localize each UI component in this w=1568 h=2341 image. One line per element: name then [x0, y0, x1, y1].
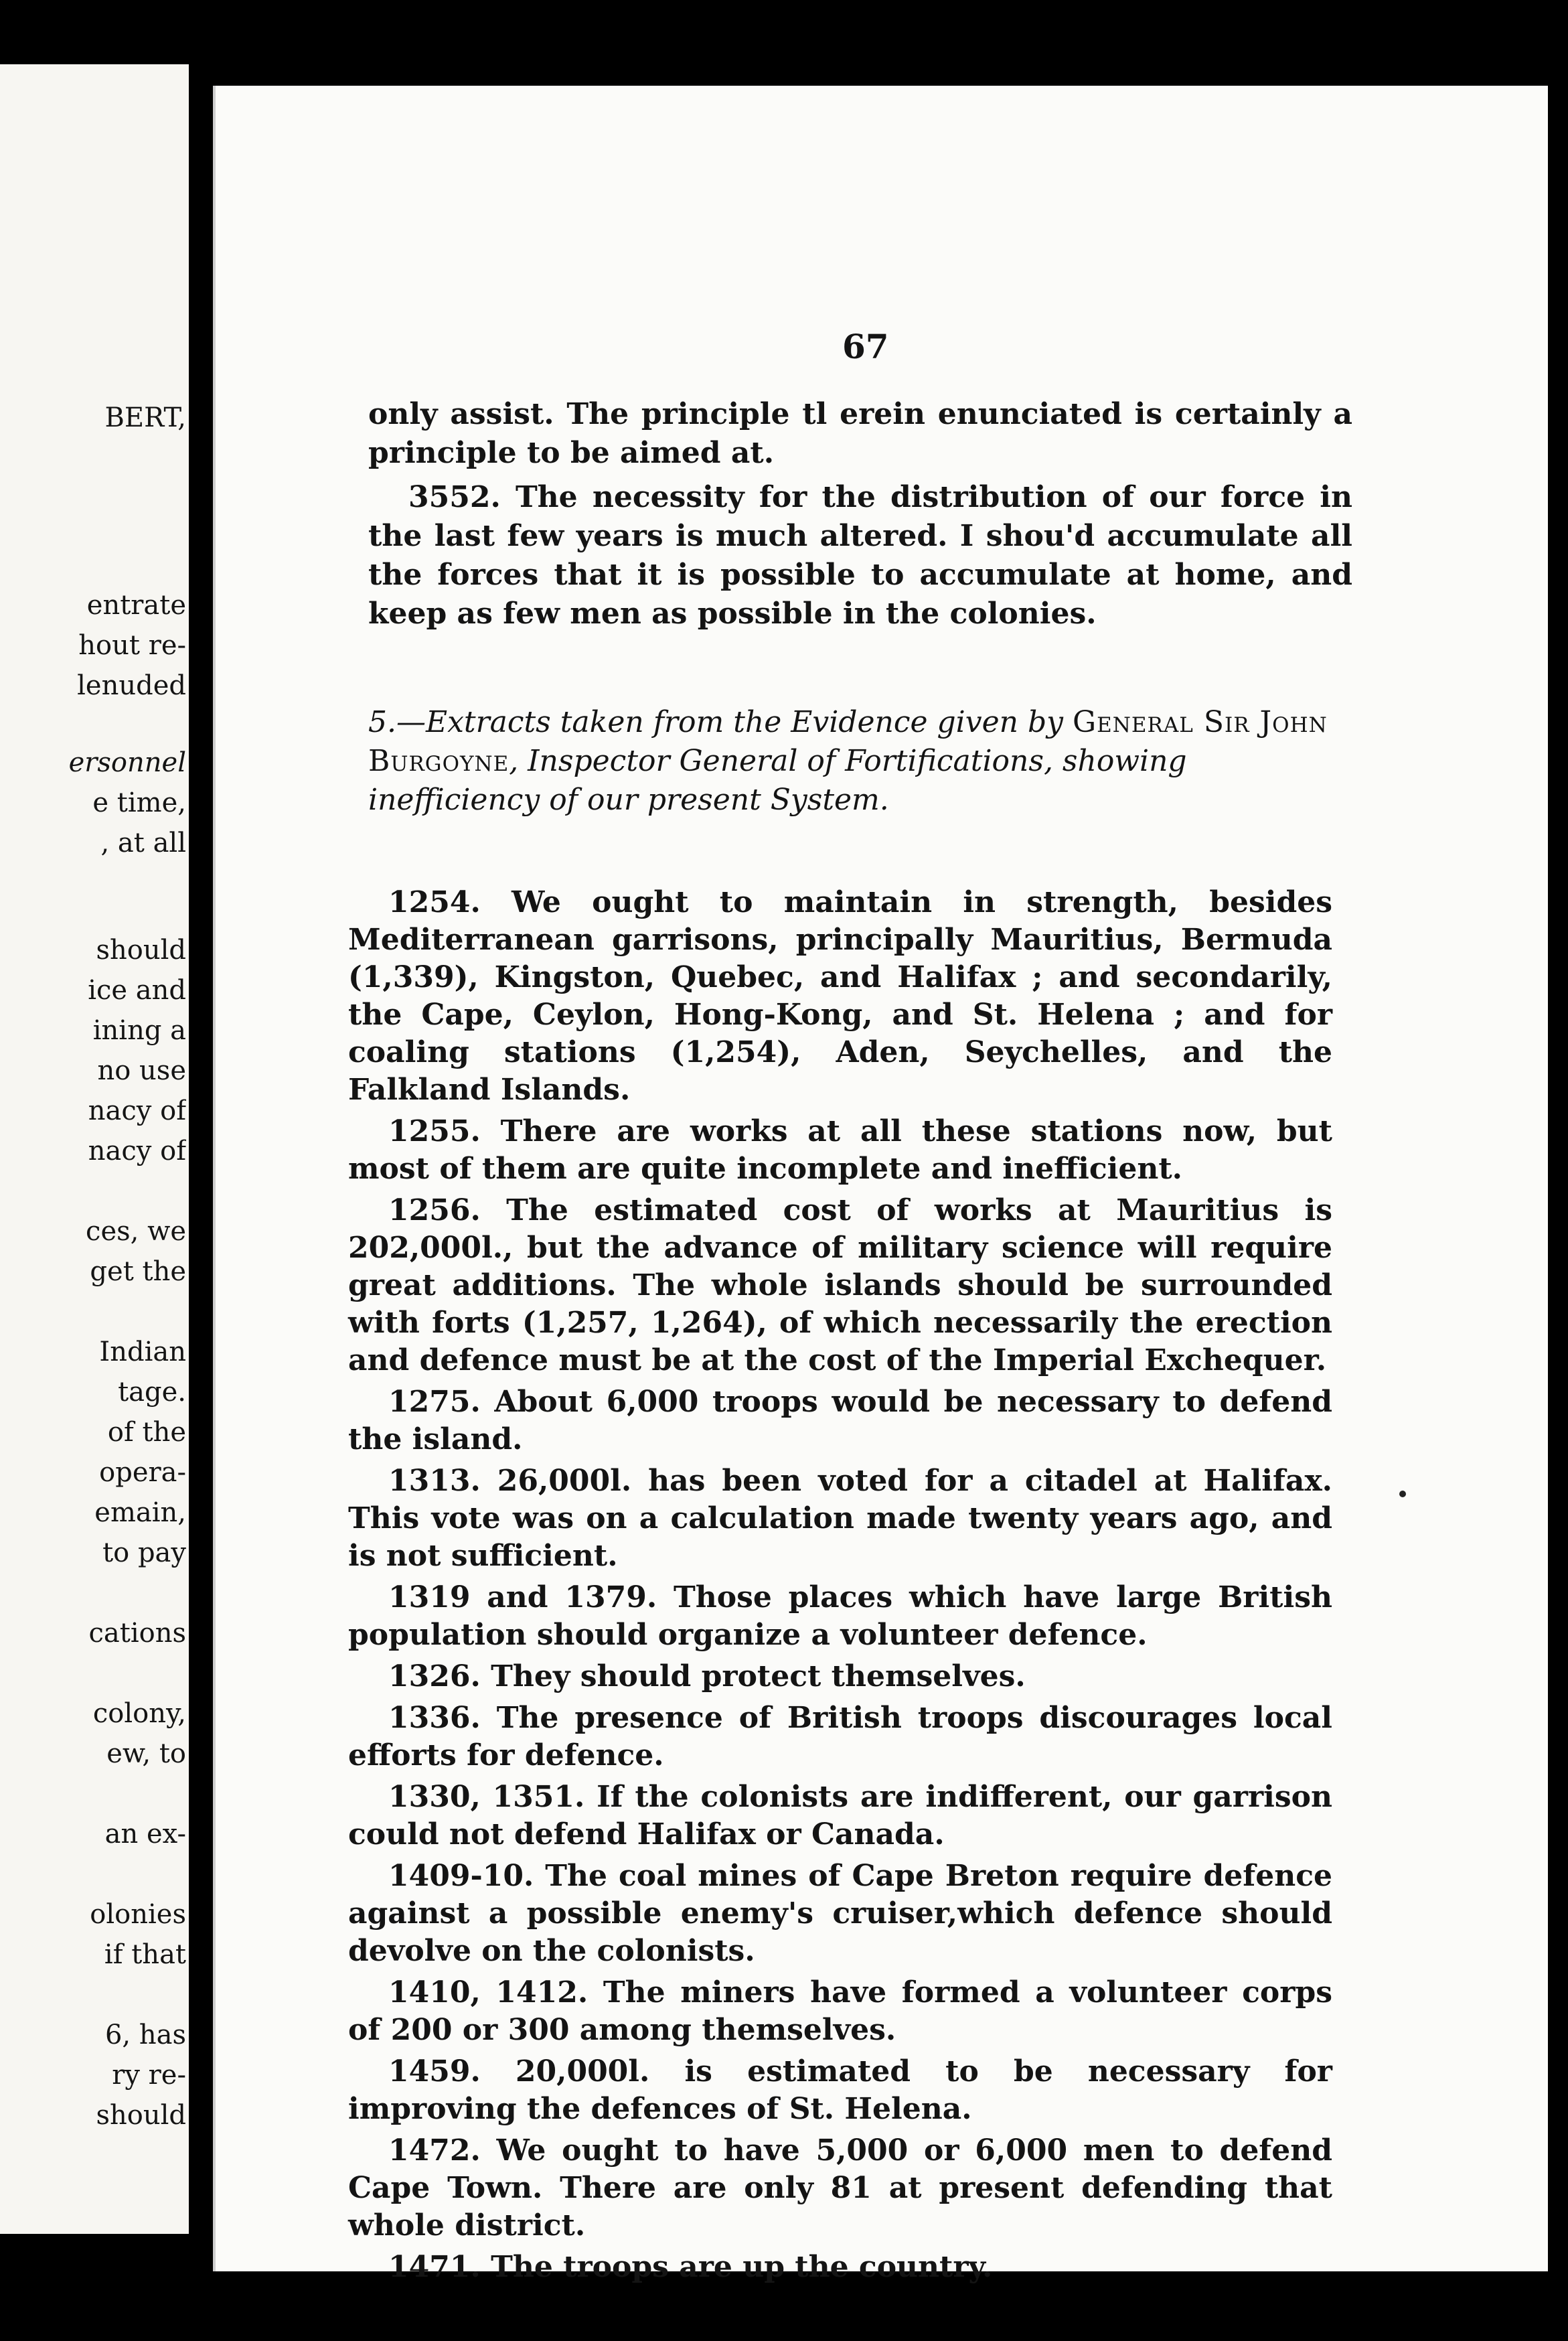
- entry-number: 1471.: [388, 2250, 481, 2284]
- left-page-fragment: [0, 64, 189, 2234]
- entry-text: The presence of British troops discourages local efforts for defence.: [348, 1701, 1332, 1772]
- intro-paragraph-2: 3552. The necessity for the distribution of our force in the last few years is much altered. I shou'd accumulate all the forces that it is possible to accumulate at home, and keep as few men as possible in the colonies.: [368, 480, 1352, 631]
- left-page-line: ry re-: [112, 2060, 186, 2091]
- evidence-entry: [348, 2132, 1332, 2245]
- entry-text: 26,000l. has been voted for a citadel at Halifax. This vote was on a calculation made twenty years ago, and is not sufficient.: [348, 1464, 1332, 1573]
- page-number: 67: [842, 327, 889, 366]
- left-page-line: cations: [88, 1618, 186, 1649]
- evidence-entry: [348, 1700, 1332, 1774]
- evidence-entry: [348, 1113, 1332, 1188]
- evidence-entry: [348, 1383, 1332, 1458]
- entry-number: 1409-10.: [388, 1859, 534, 1893]
- entry-number: 1313.: [388, 1464, 481, 1498]
- evidence-entry: [348, 1974, 1332, 2049]
- left-page-line: colony,: [92, 1698, 186, 1729]
- evidence-entry: [348, 2249, 1332, 2286]
- left-page-line: get the: [90, 1256, 186, 1287]
- evidence-entry: [348, 1858, 1332, 1970]
- left-page-line: ces, we: [86, 1216, 186, 1247]
- entry-number: 1330, 1351.: [388, 1780, 585, 1814]
- entry-number: 1319 and 1379.: [388, 1580, 657, 1614]
- entry-text: Those places which have large British population should organize a volunteer defence.: [348, 1580, 1332, 1652]
- entry-text: There are works at all these stations now, but most of them are quite incomplete and inefficient.: [348, 1114, 1332, 1186]
- intro-paragraph-1: only assist. The principle tl erein enunciated is certainly a principle to be aimed at.: [368, 397, 1352, 470]
- left-page-line: tage.: [118, 1377, 186, 1408]
- entry-text: We ought to have 5,000 or 6,000 men to defend Cape Town. There are only 81 at present defending that whole district.: [348, 2133, 1332, 2243]
- evidence-entry: [348, 1779, 1332, 1854]
- left-page-line: hout re-: [78, 630, 186, 661]
- left-page-line: ining a: [92, 1015, 186, 1046]
- entry-text: The troops are up the country.: [491, 2250, 993, 2284]
- left-page-line: to pay: [102, 1537, 186, 1568]
- left-page-line: nacy of: [88, 1136, 186, 1166]
- entry-number: 1459.: [388, 2054, 481, 2089]
- entry-text: If the colonists are indifferent, our garrison could not defend Halifax or Canada.: [348, 1780, 1332, 1852]
- entry-text: 20,000l. is estimated to be necessary for improving the defences of St. Helena.: [348, 2054, 1332, 2126]
- entry-number: 1336.: [388, 1701, 481, 1735]
- section-heading: [368, 703, 1352, 820]
- entry-text: The estimated cost of works at Mauritius is 202,000l., but the advance of military science will require great additions. The whole islands should be surrounded with forts (1,257, 1,264), of which necessarily the erection and defence must be at the cost of the Imperial Exchequer.: [348, 1193, 1332, 1377]
- left-page-line: ersonnel: [68, 747, 186, 778]
- left-page-line: no use: [97, 1055, 186, 1086]
- evidence-entries: [348, 884, 1332, 2290]
- entry-number: 1410, 1412.: [388, 1975, 589, 2010]
- evidence-entry: [348, 1658, 1332, 1695]
- heading-prefix: 5.—Extracts taken from the Evidence given by: [368, 705, 1073, 739]
- entry-text: About 6,000 troops would be necessary to defend the island.: [348, 1385, 1332, 1456]
- entry-number: 1326.: [388, 1659, 481, 1693]
- left-page-line: entrate: [86, 590, 186, 621]
- entry-text: The miners have formed a volunteer corps of 200 or 300 among themselves.: [348, 1975, 1332, 2047]
- intro-text: [368, 395, 1352, 633]
- entry-number: 1255.: [388, 1114, 481, 1148]
- left-page-line: nacy of: [88, 1096, 186, 1126]
- entry-number: 1472.: [388, 2133, 481, 2168]
- evidence-entry: [348, 884, 1332, 1109]
- left-page-line: , at all: [100, 828, 186, 858]
- left-page-line: olonies: [90, 1899, 186, 1930]
- left-page-line: should: [96, 935, 186, 966]
- left-page-line: 6, has: [104, 2020, 186, 2050]
- left-page-line: if that: [104, 1939, 186, 1970]
- heading-suffix: , Inspector General of Fortifications, showing inefficiency of our present System.: [368, 744, 1187, 817]
- ink-speck: [1399, 1491, 1406, 1497]
- evidence-entry: [348, 1192, 1332, 1379]
- heading-name: General Sir John Burgoyne: [368, 705, 1328, 778]
- left-page-line: should: [96, 2100, 186, 2131]
- evidence-entry: [348, 1579, 1332, 1654]
- left-page-line: ice and: [88, 975, 186, 1006]
- left-page-line: of the: [107, 1417, 186, 1448]
- entry-number: 1275.: [388, 1385, 481, 1419]
- left-page-line: BERT,: [104, 402, 186, 433]
- entry-number: 1254.: [388, 885, 481, 919]
- entry-text: They should protect themselves.: [491, 1659, 1026, 1693]
- left-page-line: Indian: [99, 1337, 186, 1367]
- left-page-line: ew, to: [106, 1738, 186, 1769]
- left-page-line: lenuded: [77, 670, 186, 701]
- entry-number: 1256.: [388, 1193, 481, 1227]
- left-page-line: an ex-: [104, 1819, 186, 1849]
- entry-text: The coal mines of Cape Breton require defence against a possible enemy's cruiser,which defence should devolve on the colonists.: [348, 1859, 1332, 1968]
- evidence-entry: [348, 2053, 1332, 2128]
- left-page-line: opera-: [99, 1457, 186, 1488]
- evidence-entry: [348, 1462, 1332, 1575]
- left-page-line: emain,: [94, 1497, 186, 1528]
- left-page-line: e time,: [92, 787, 186, 818]
- entry-text: We ought to maintain in strength, besides Mediterranean garrisons, principally Mauritius, Bermuda (1,339), Kingston, Quebec, and Halifax ; and secondarily, the Cape, Ceylon, Hong-Kong, and St. Helena ; and for coaling stations (1,254), Aden, Seychelles, and the Falkland Islands.: [348, 885, 1332, 1107]
